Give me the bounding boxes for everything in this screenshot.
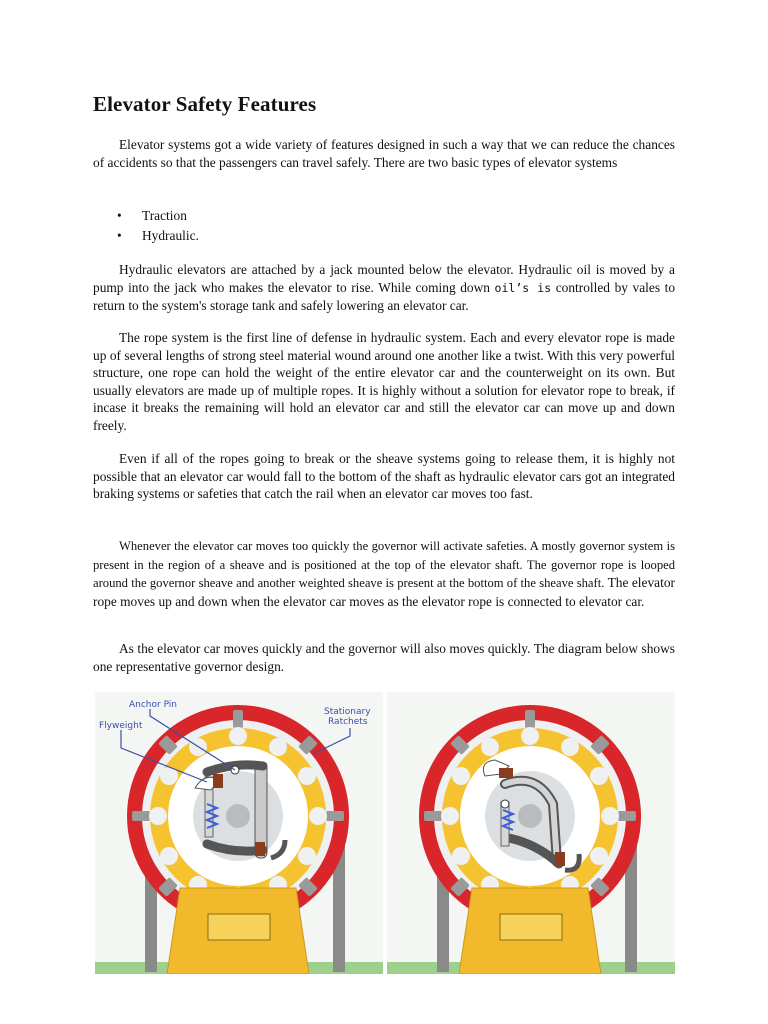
governor-diagram (95, 692, 675, 974)
intro-paragraph: Elevator systems got a wide variety of features designed in such a way that we can reduce the chances of accidents so that the passengers can travel safely. There are two basic types of elevator systems (93, 137, 675, 170)
governor-panel-right (387, 692, 675, 974)
bullet-icon: • (117, 227, 122, 243)
page-title: Elevator Safety Features (93, 92, 317, 116)
list-item (93, 206, 199, 226)
governor-diagram-svg (95, 692, 675, 974)
anchor-pin (501, 800, 509, 808)
label-stationary: Stationary (324, 707, 371, 717)
sheave-paragraph: Even if all of the ropes going to break or the sheave systems going to release them, it is highly not possible that an elevator car would fall to the bottom of the shaft as hydraulic elevator cars got an integrated braking systems or safeties that catch the rail when an elevator car moves too fast. (93, 451, 675, 502)
rope-system-paragraph: The rope system is the first line of defense in hydraulic system. Each and every elevator rope is made up of several lengths of strong steel material wound around one another like a twist. With this very powerful structure, one rope can hold the weight of the entire elevator car and the counterweight on its own. But usually elevators are made up of multiple ropes. It is highly without a solution for elevator rope to break, if incase it breaks the remaining will hold an elevator car and still the elevator car can move up and down freely. (93, 330, 675, 433)
hydraulic-paragraph (93, 261, 675, 315)
diagram-intro-paragraph: As the elevator car moves quickly and the governor will also moves quickly. The diagram below shows one representative governor design. (93, 641, 675, 674)
hub (226, 804, 250, 828)
list-item-text: Traction (142, 208, 187, 223)
label-flyweight: Flyweight (99, 721, 143, 731)
governor-panel-left (95, 692, 383, 974)
label-anchor-pin: Anchor Pin (129, 700, 178, 710)
elevator-types-list (93, 206, 199, 245)
hydraulic-text-mono: oil’s is (494, 280, 552, 295)
hub (518, 804, 542, 828)
list-item-text: Hydraulic. (142, 227, 199, 243)
label-ratchets: Ratchets (328, 717, 368, 727)
hydraulic-text-end: controlled by vales to return to the system's storage tank and safely lowering an elevator car. (93, 279, 676, 314)
governor-text-small: Whenever the elevator car moves too quickly the governor will activate safeties. A mostly governor system is present in the region of a sheave and is positioned at the top of the elevator shaft. The governor rope is looped around the governor sheave and another weighted sheave is present at the bottom of the sheave shaft. (93, 539, 675, 591)
hydraulic-text-start: Hydraulic elevators are attached by a jack mounted below the elevator. Hydraulic oil is moved by a pump into the jack who makes the elevator to rise. While coming down (93, 262, 675, 295)
list-item (93, 226, 199, 246)
governor-paragraph (93, 537, 675, 610)
governor-text-rest: The elevator rope moves up and down when the elevator car moves as the elevator rope is connected to elevator car. (93, 575, 675, 609)
bullet-icon: • (117, 208, 122, 223)
